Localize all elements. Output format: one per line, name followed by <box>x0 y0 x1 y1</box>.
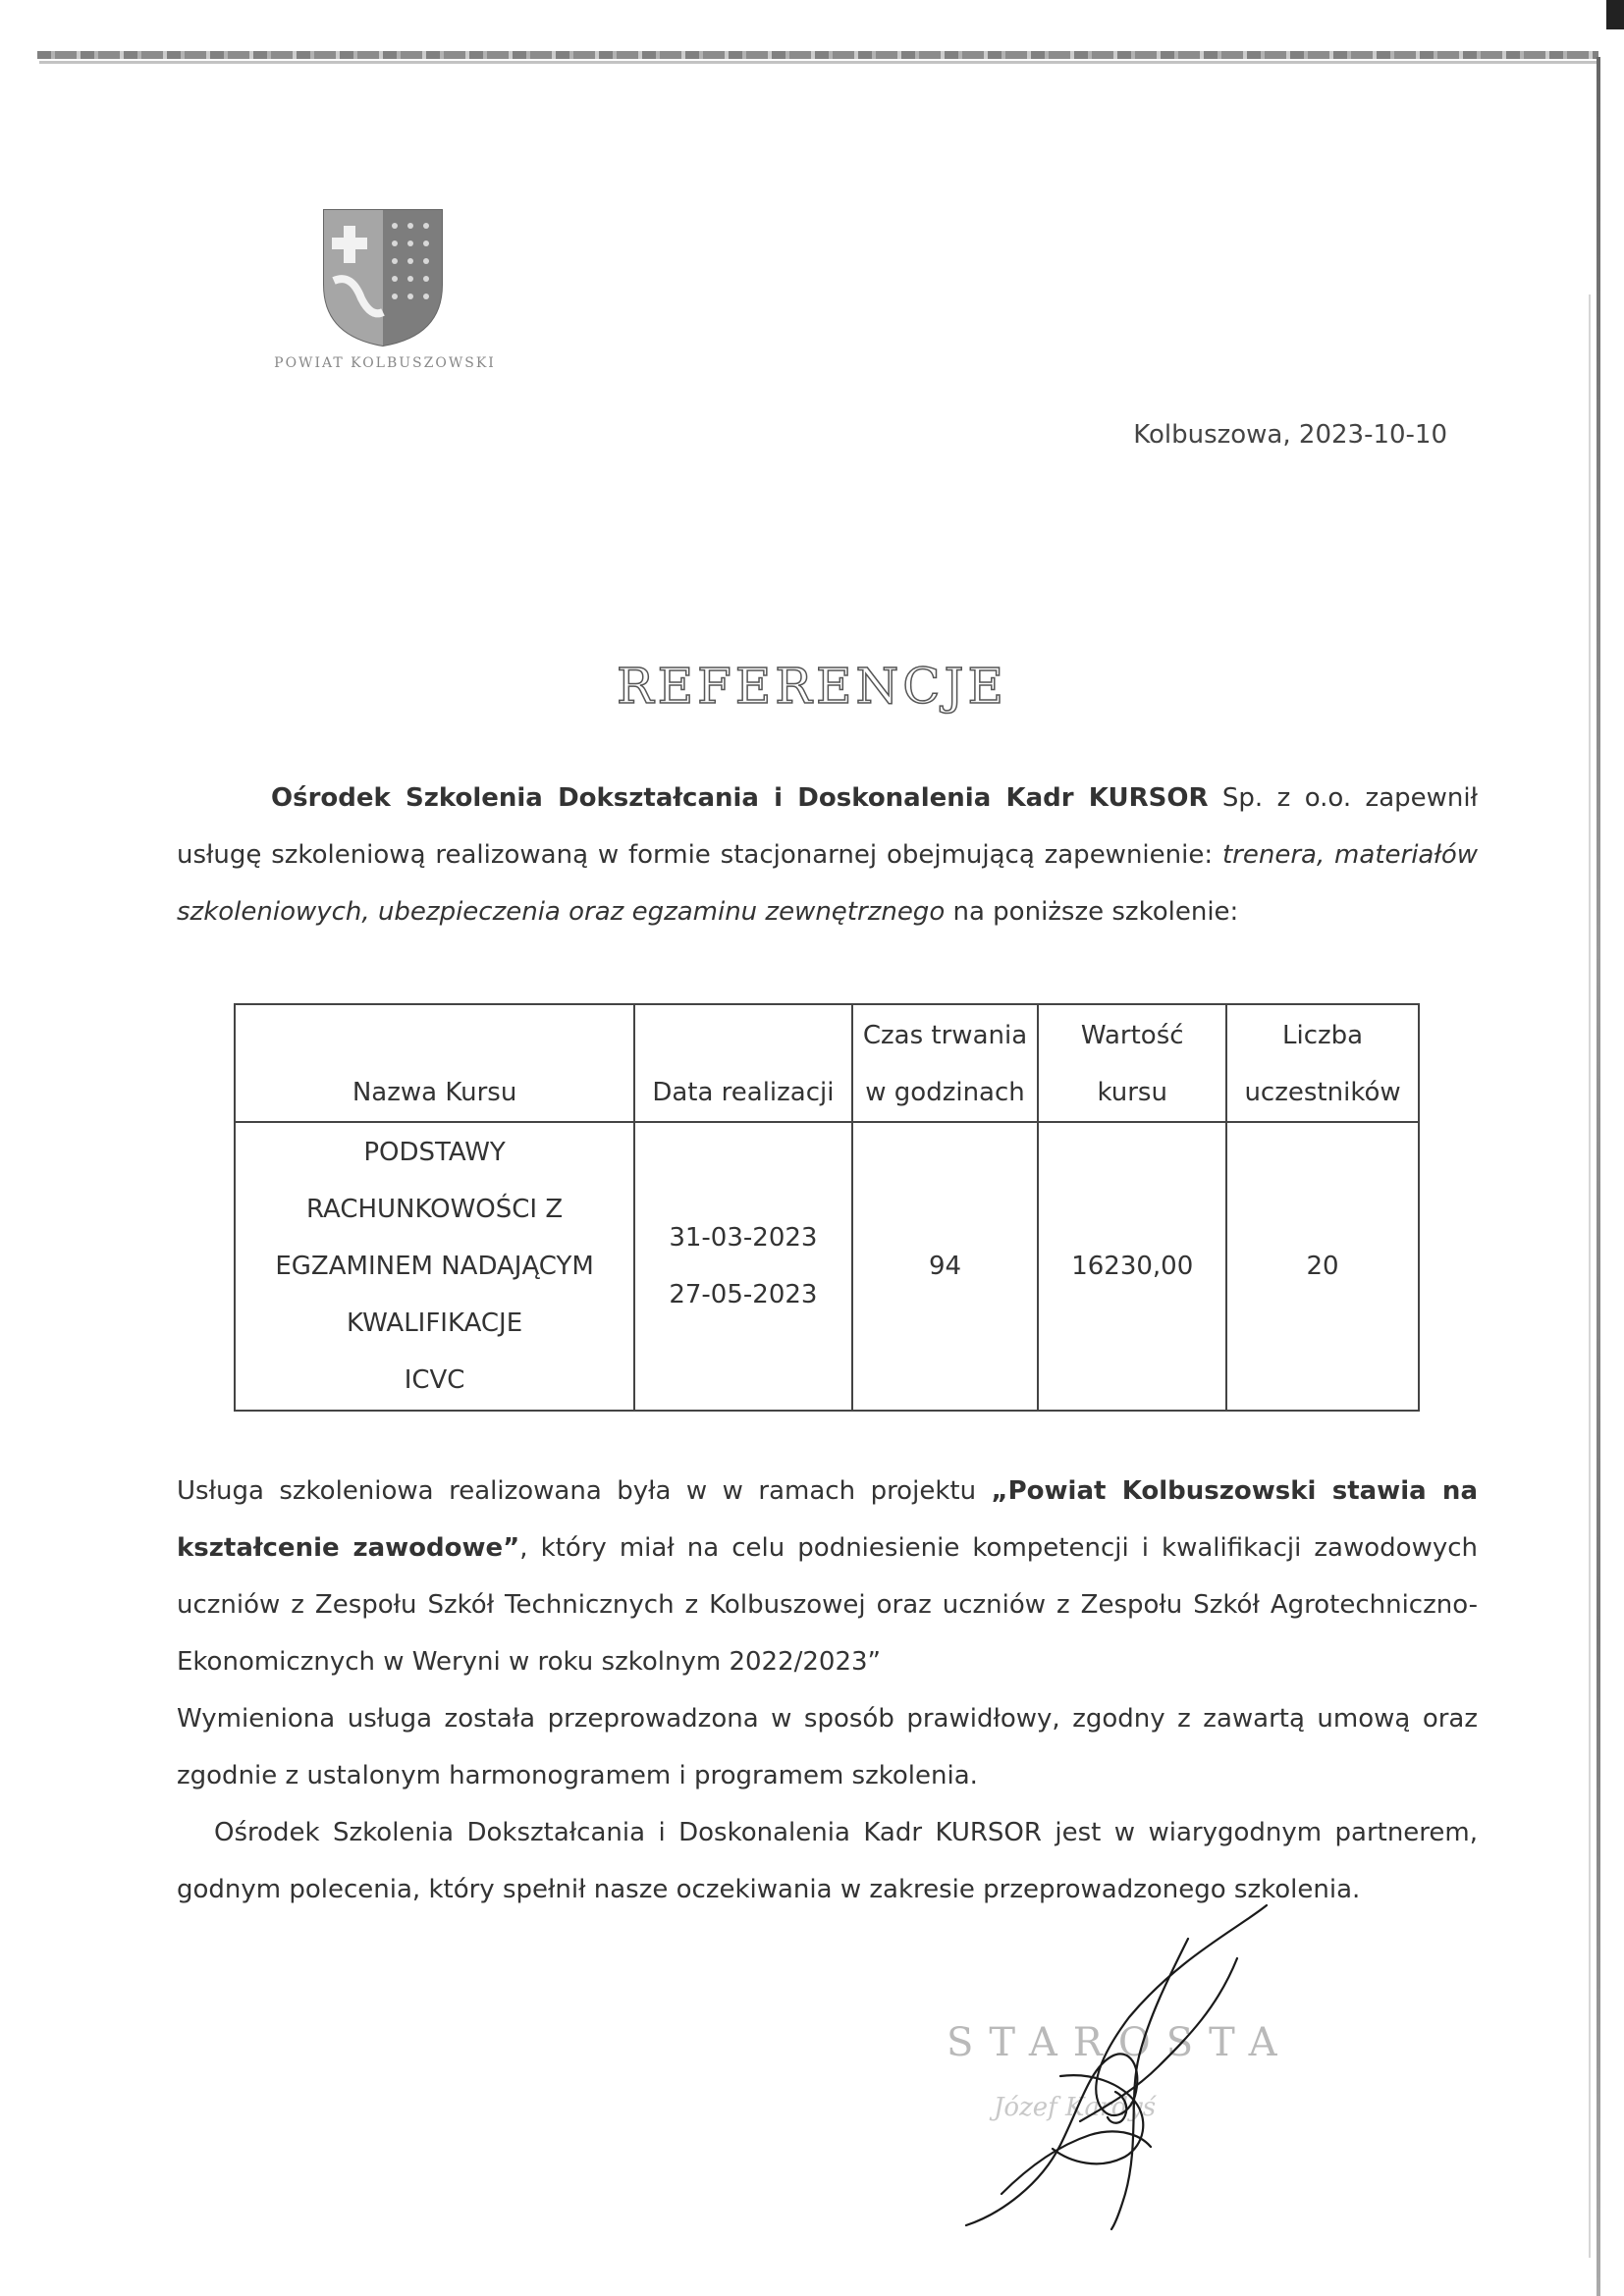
coat-of-arms-icon <box>322 208 444 347</box>
header-participants-line-2: uczestników <box>1244 1078 1401 1107</box>
scan-edge-right-inner <box>1589 294 1591 2258</box>
course-name-line: KWALIFIKACJE <box>347 1308 523 1338</box>
table-header-row <box>235 1004 1419 1122</box>
course-name-line: ICVC <box>404 1365 465 1395</box>
date-start: 31-03-2023 <box>669 1223 818 1253</box>
header-dates: Data realizacji <box>634 1004 851 1122</box>
course-name-cell <box>235 1122 634 1411</box>
signature-icon <box>943 1899 1276 2233</box>
intro-text-a: Sp. z o.o. zapewnił usługę szkoleniową realizowaną w formie stacjonarnej obejmującą zapewnienie: <box>177 783 1478 870</box>
hours-cell: 94 <box>852 1122 1039 1411</box>
intro-services: trenera, materiałów szkoleniowych, ubezpieczenia oraz egzaminu zewnętrznego <box>177 840 1478 927</box>
scan-edge-right <box>1597 57 1600 2296</box>
scan-corner <box>1606 0 1624 29</box>
scan-edge-top <box>37 51 1598 59</box>
closing-org: Ośrodek Szkolenia Dokształcania i Doskonalenia Kadr KURSOR <box>214 1818 1042 1847</box>
course-name-line: RACHUNKOWOŚCI Z <box>305 1195 564 1224</box>
intro-text-b: na poniższe szkolenie: <box>945 897 1239 927</box>
project-text-a: Usługa szkoleniowa realizowana była w w ramach projektu <box>177 1476 992 1506</box>
header-value-line-1: Wartość <box>1080 1021 1184 1050</box>
execution-paragraph: Wymieniona usługa została przeprowadzona w sposób prawidłowy, zgodny z zawartą umową oraz zgodnie z ustalonym harmonogramem i programem szkolenia. <box>177 1704 1478 1790</box>
closing-text: jest w wiarygodnym partnerem, godnym polecenia, który spełnił nasze oczekiwania w zakresie przeprowadzonego szkolenia. <box>177 1818 1479 1904</box>
course-table <box>234 1003 1420 1412</box>
closing-paragraph <box>177 1804 1478 1918</box>
stamp-name: Józef Kardyś <box>994 2093 1157 2122</box>
header-value <box>1038 1004 1226 1122</box>
course-name-line: EGZAMINEM NADAJĄCYM <box>275 1252 594 1281</box>
header-hours <box>852 1004 1039 1122</box>
place-date: Kolbuszowa, 2023-10-10 <box>1133 420 1447 450</box>
project-paragraph <box>177 1463 1478 1690</box>
intro-org: Ośrodek Szkolenia Dokształcania i Doskonalenia Kadr KURSOR <box>271 783 1209 813</box>
date-end: 27-05-2023 <box>669 1280 818 1309</box>
table-row <box>235 1122 1419 1411</box>
project-text-b: , który miał na celu podniesienie kompetencji i kwalifikacji zawodowych uczniów z Zespołu Szkół Technicznych z Kolbuszowej oraz uczniów z Zespołu Szkół Agrotechniczno-Ekonomicznych w Weryni w roku szkolnym 2022/2023” <box>177 1533 1478 1677</box>
header-course-name: Nazwa Kursu <box>235 1004 634 1122</box>
header-hours-line-1: Czas trwania <box>862 1021 1028 1050</box>
header-participants <box>1226 1004 1419 1122</box>
course-name-line: PODSTAWY <box>363 1138 506 1167</box>
scan-edge-top-line <box>39 61 1600 64</box>
header-value-line-2: kursu <box>1097 1078 1167 1107</box>
starosta-stamp: STAROSTA <box>947 2020 1293 2065</box>
intro-paragraph <box>177 770 1478 940</box>
document-title: REFERENCJE <box>616 658 1008 715</box>
dates-cell <box>634 1122 851 1411</box>
project-name: „Powiat Kolbuszowski stawia na kształcenie zawodowe” <box>177 1476 1478 1563</box>
value-cell: 16230,00 <box>1038 1122 1226 1411</box>
header-hours-line-2: w godzinach <box>865 1078 1025 1107</box>
header-participants-line-1: Liczba <box>1282 1021 1364 1050</box>
crest-caption: POWIAT KOLBUSZOWSKI <box>274 355 496 371</box>
participants-cell: 20 <box>1226 1122 1419 1411</box>
